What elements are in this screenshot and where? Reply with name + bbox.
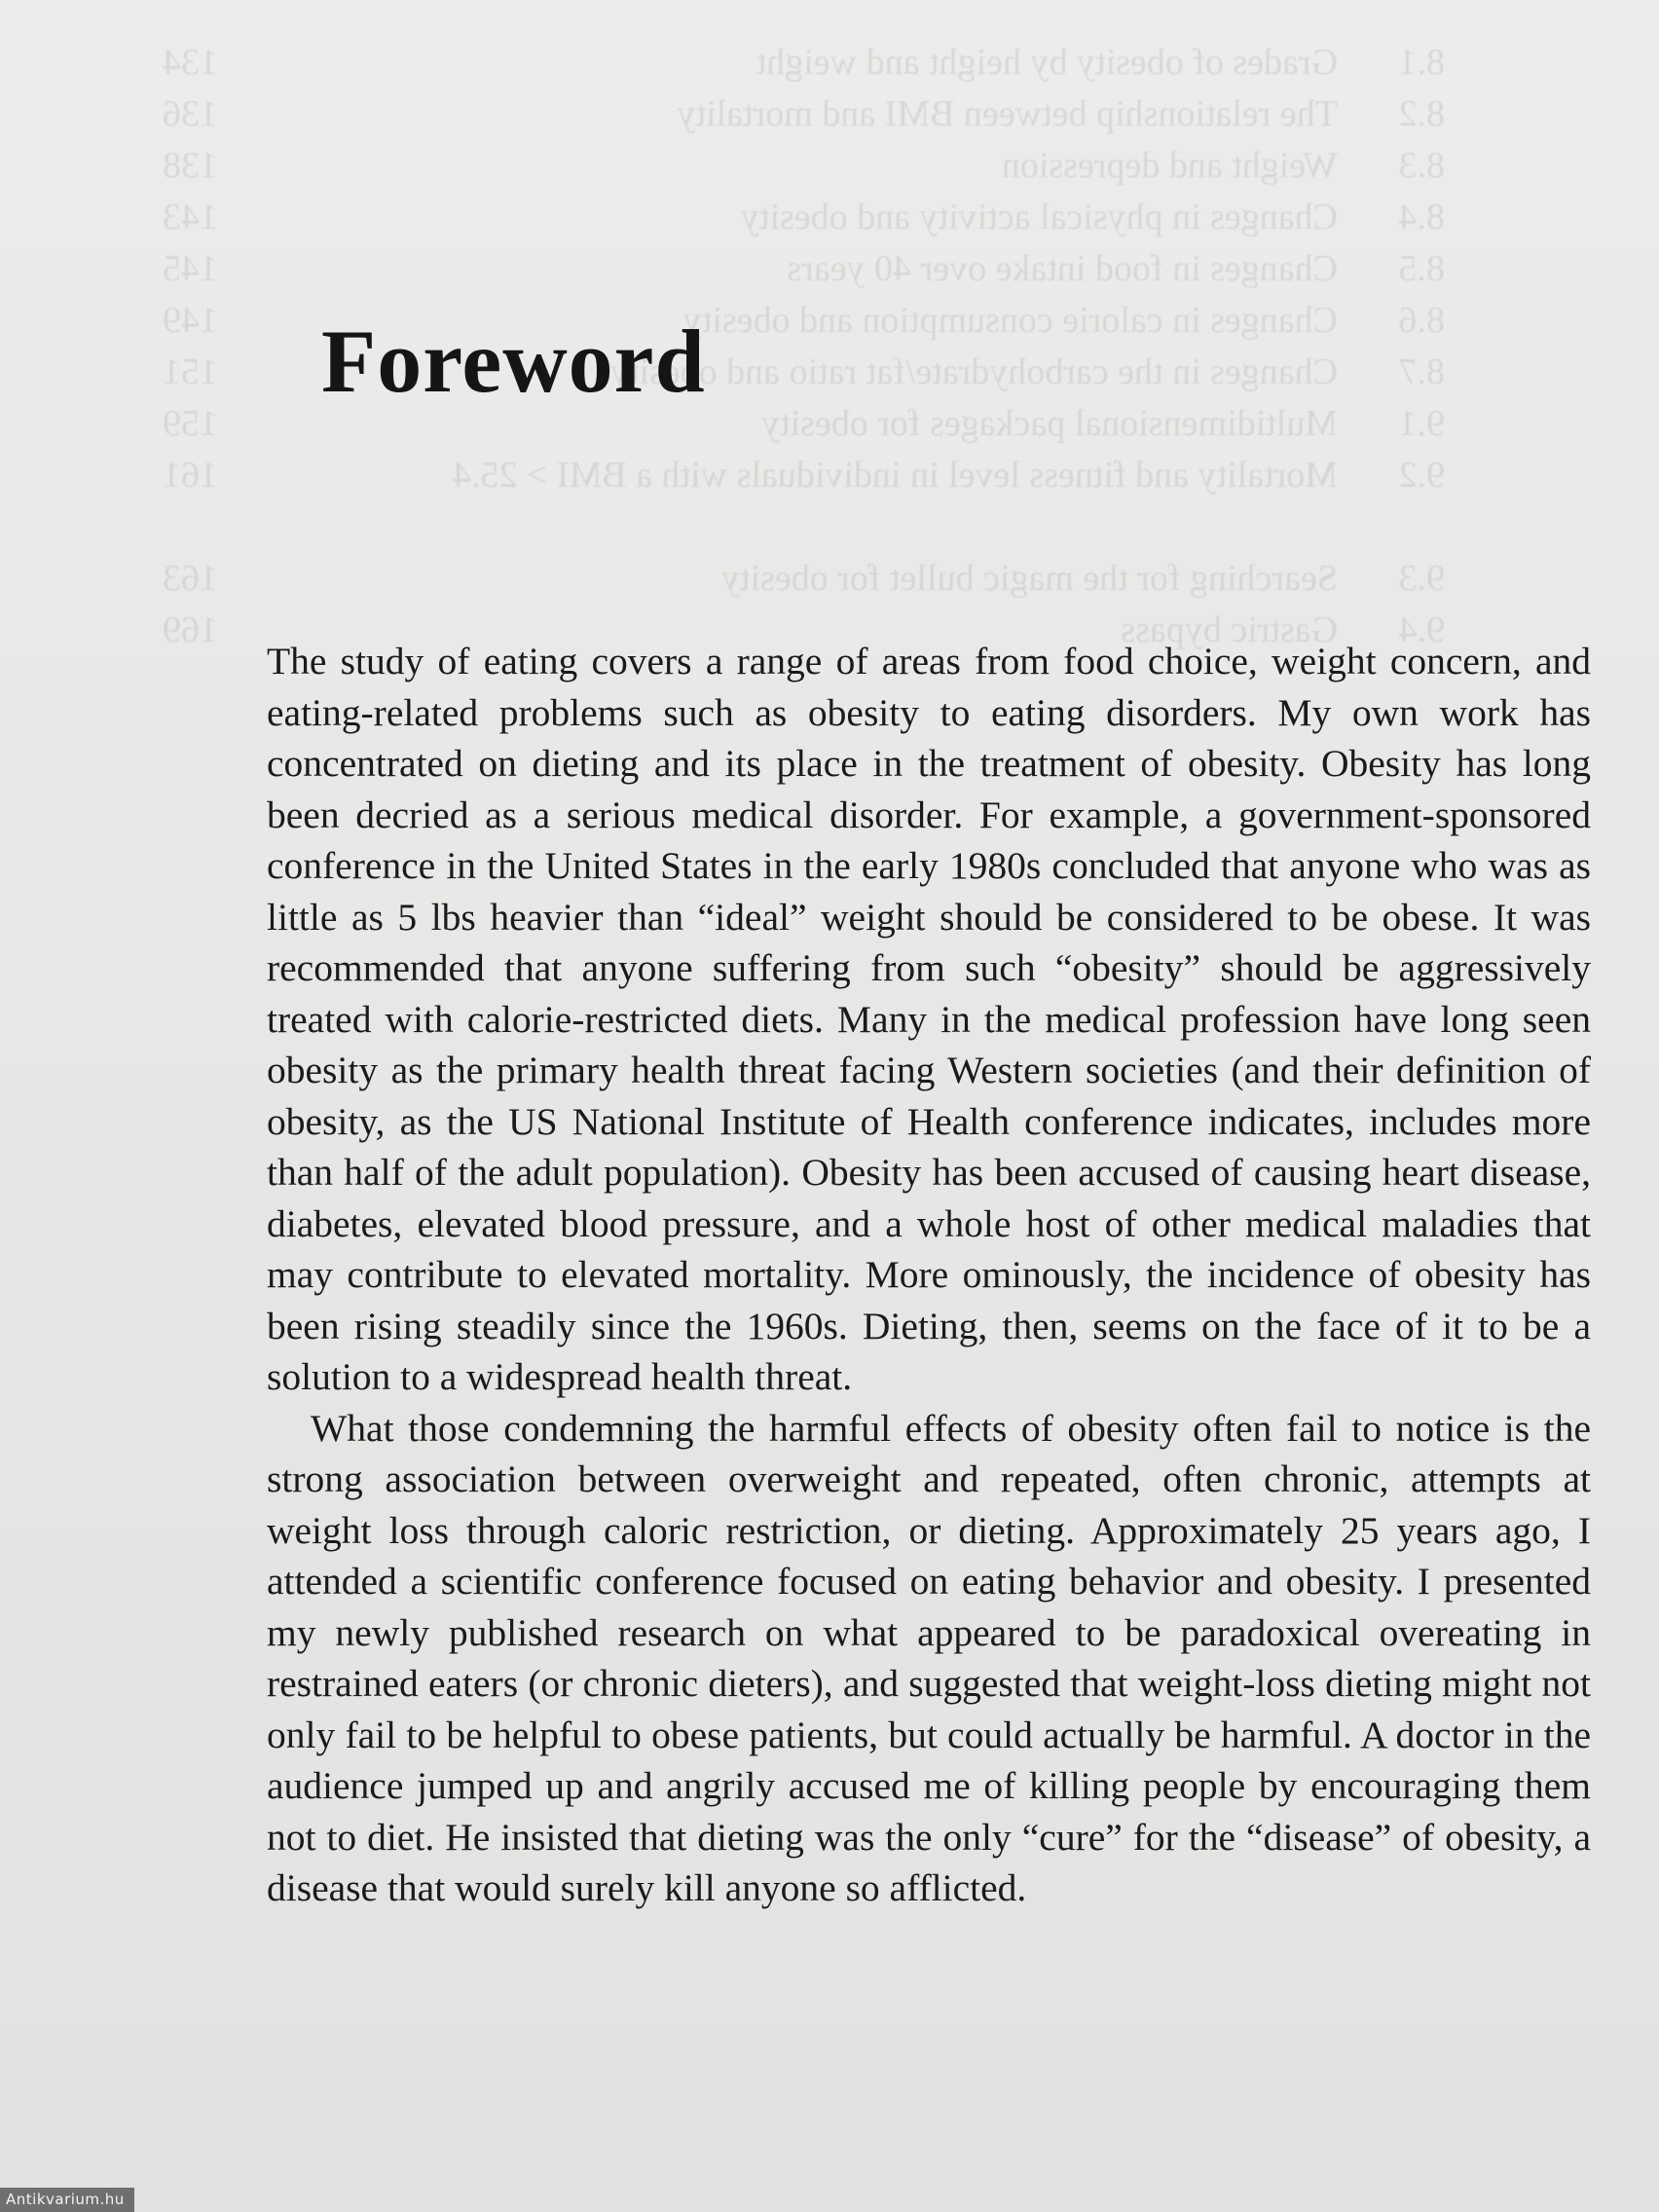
paragraph: What those condemning the harmful effects of obesity often fail to notice is the strong association between overweight and repeated, often chronic, attempts at weight loss through caloric restriction, or dieting. Approximately 25 years ago, I attended a scientific conference focused on eating behavior and obesity. I presented my newly published research on what appeared to be paradoxical overeating in restrained eaters (or chronic dieters), and suggested that weight-loss dieting might not only fail to be helpful to obese patients, but could actually be harmful. A doctor in the audience jumped up and angrily accused me of killing people by encouraging them not to diet. He insisted that dieting was the only “cure” for the “disease” of obesity, a disease that would surely kill anyone so afflicted. [267,1406,1591,1909]
body-text [267,636,1591,1914]
watermark-label: Antikvarium.hu [0,2188,134,2212]
show-through-previous-page: 8.1 Grades of obesity by height and weight 134 8.2 The relationship between BMI and mortality 136 8.3 Weight and depression 138 8.4 Changes in physical activity and obesity 143 8.5 Changes in food intake over 40 years 145 8.6 Changes in calorie consumption and obesity 149 8.7 Changes in the carbohydrate/fat ratio and obesity 151 9.1 Multidimensional packages for obesity 159 9.2 Mortality and fitness level in individuals with a BMI > 25.4 161 9.3 Searching for the magic bullet for obesity 163 9.4 Gastric bypass 169 [163,42,1445,650]
chapter-title: Foreword [321,312,706,411]
paragraph: The study of eating covers a range of areas from food choice, weight concern, and eating-related problems such as obesity to eating disorders. My own work has concentrated on dieting and its place in the treatment of obesity. Obesity has long been decried as a serious medical disorder. For example, a government-sponsored conference in the United States in the early 1980s concluded that anyone who was as little as 5 lbs heavier than “ideal” weight should be considered to be obese. It was recommended that anyone suffering from such “obesity” should be aggressively treated with calorie-restricted diets. Many in the medical profession have long seen obesity as the primary health threat facing Western societies (and their definition of obesity, as the US National Institute of Health conference indicates, includes more than half of the adult population). Obesity has been accused of causing heart disease, diabetes, elevated blood pressure, and a whole host of other medical maladies that may contribute to elevated mortality. More ominously, the incidence of obesity has been rising steadily since the 1960s. Dieting, then, seems on the face of it to be a solution to a widespread health threat. [267,640,1591,1398]
